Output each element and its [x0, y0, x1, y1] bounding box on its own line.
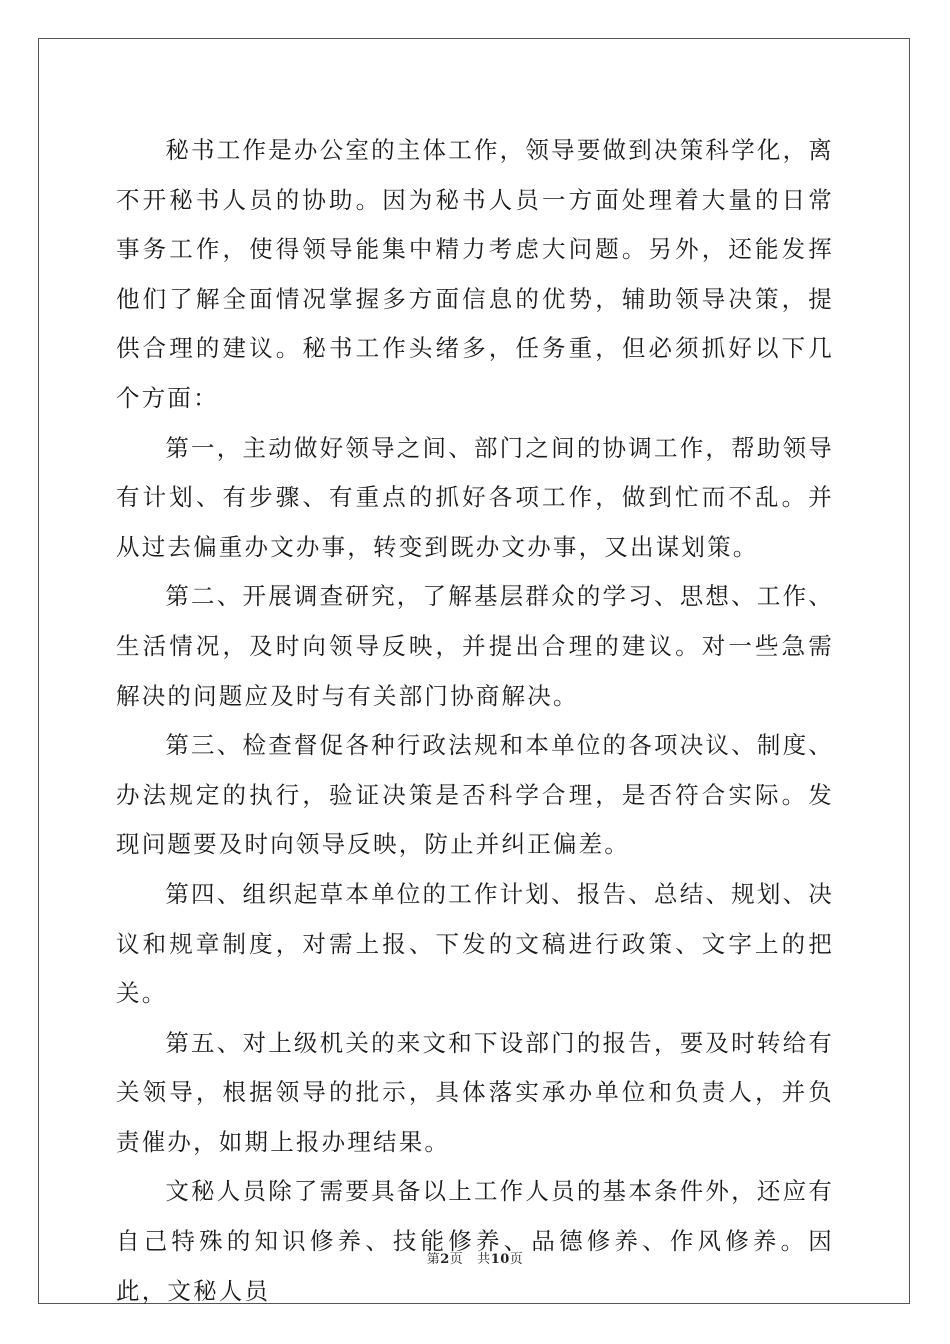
paragraph-item-4: 第四、组织起草本单位的工作计划、报告、总结、规划、决议和规章制度，对需上报、下发的文稿进行政策、文字上的把关。 [116, 879, 834, 1008]
total-prefix: 共 [477, 1252, 491, 1267]
page-suffix: 页 [449, 1252, 464, 1267]
paragraph-item-2: 第二、开展调查研究，了解基层群众的学习、思想、工作、生活情况，及时向领导反映，并提出合理的建议。对一些急需解决的问题应及时与有关部门协商解决。 [116, 582, 834, 710]
paragraph-item-1: 第一，主动做好领导之间、部门之间的协调工作，帮助领导有计划、有步骤、有重点的抓好各项工作，做到忙而不乱。并从过去偏重办文办事，转变到既办文办事，又出谋划策。 [116, 433, 834, 561]
total-pages: 10 [490, 1252, 510, 1267]
page-footer [0, 1248, 950, 1267]
page-prefix: 第 [426, 1252, 441, 1267]
paragraph-conclusion: 文秘人员除了需要具备以上工作人员的基本条件外，还应有自己特殊的知识修养、技能修养、品德修养、作风修养。因此，文秘人员 [116, 1177, 834, 1305]
paragraph-intro: 秘书工作是办公室的主体工作，领导要做到决策科学化，离不开秘书人员的协助。因为秘书人员一方面处理着大量的日常事务工作，使得领导能集中精力考虑大问题。另外，还能发挥他们了解全面情况掌握多方面信息的优势，辅助领导决策，提供合理的建议。秘书工作头绪多，任务重，但必须抓好以下几个方面： [116, 136, 834, 412]
page-number: 2 [440, 1252, 450, 1267]
paragraph-item-3: 第三、检查督促各种行政法规和本单位的各项决议、制度、办法规定的执行，验证决策是否科学合理，是否符合实际。发现问题要及时向领导反映，防止并纠正偏差。 [116, 731, 834, 859]
total-suffix: 页 [509, 1252, 524, 1267]
document-body [116, 126, 834, 1316]
paragraph-item-5: 第五、对上级机关的来文和下设部门的报告，要及时转给有关领导，根据领导的批示，具体落实承办单位和负责人，并负责催办，如期上报办理结果。 [116, 1028, 834, 1156]
